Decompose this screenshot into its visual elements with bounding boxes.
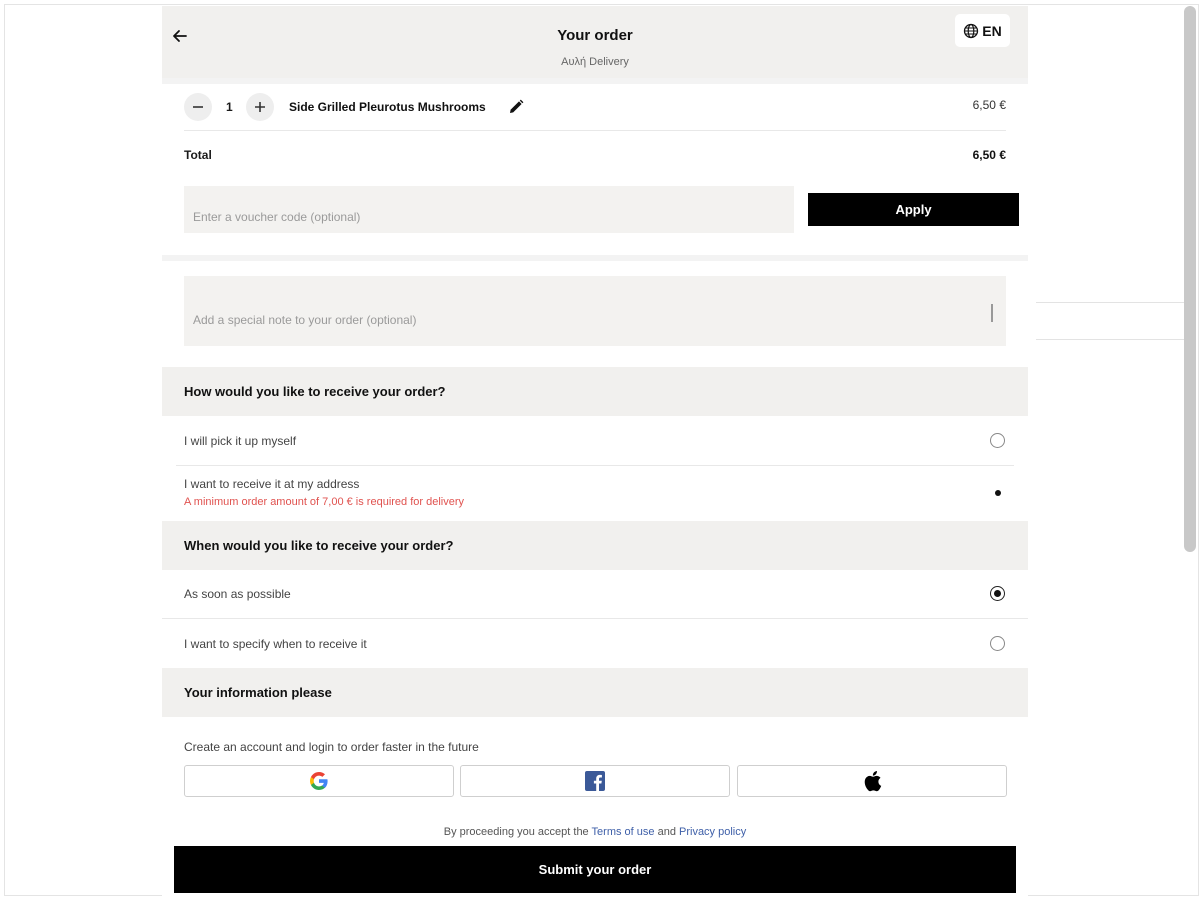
delivery-option-label[interactable]: I want to receive it at my address bbox=[184, 477, 360, 491]
google-icon bbox=[308, 770, 330, 792]
delivery-radio[interactable] bbox=[990, 485, 1005, 500]
language-button[interactable] bbox=[955, 14, 1010, 47]
asap-option-label[interactable]: As soon as possible bbox=[184, 587, 291, 601]
restaurant-name: Αυλή Delivery bbox=[561, 56, 629, 68]
textarea-scroll-indicator bbox=[991, 304, 993, 322]
page-title: Your order bbox=[557, 27, 633, 44]
facebook-icon bbox=[584, 770, 606, 792]
background-divider bbox=[1036, 302, 1184, 303]
google-login-button[interactable] bbox=[184, 765, 454, 797]
pickup-radio[interactable] bbox=[990, 433, 1005, 448]
item-name: Side Grilled Pleurotus Mushrooms bbox=[289, 100, 486, 114]
background-divider bbox=[1036, 339, 1184, 340]
create-account-text: Create an account and login to order faster in the future bbox=[184, 740, 479, 754]
privacy-policy-link[interactable]: Privacy policy bbox=[679, 826, 747, 838]
item-quantity: 1 bbox=[226, 100, 233, 114]
delivery-minimum-warning: A minimum order amount of 7,00 € is required for delivery bbox=[184, 496, 465, 508]
facebook-login-button[interactable] bbox=[460, 765, 730, 797]
receive-heading: How would you like to receive your order? bbox=[162, 367, 1028, 416]
decrease-quantity-button[interactable] bbox=[184, 93, 212, 121]
item-divider bbox=[184, 130, 1006, 131]
option-divider bbox=[162, 618, 1028, 619]
asap-radio[interactable] bbox=[990, 586, 1005, 601]
pickup-option-label[interactable]: I will pick it up myself bbox=[184, 434, 297, 448]
order-header bbox=[162, 6, 1028, 78]
edit-item-button[interactable] bbox=[507, 98, 525, 116]
terms-prefix: By proceeding you accept the bbox=[443, 826, 589, 838]
apple-icon bbox=[862, 770, 882, 792]
scrollbar[interactable] bbox=[1184, 6, 1196, 552]
globe-icon bbox=[963, 23, 979, 39]
apply-voucher-button[interactable]: Apply bbox=[808, 193, 1019, 226]
terms-notice bbox=[162, 826, 1028, 838]
pencil-icon bbox=[507, 98, 525, 116]
total-value: 6,50 € bbox=[972, 148, 1006, 162]
option-divider bbox=[176, 465, 1014, 466]
apple-login-button[interactable] bbox=[737, 765, 1007, 797]
plus-icon bbox=[253, 100, 267, 114]
schedule-radio[interactable] bbox=[990, 636, 1005, 651]
terms-and: and bbox=[657, 826, 676, 838]
order-note-input[interactable] bbox=[184, 276, 1006, 346]
item-price: 6,50 € bbox=[972, 98, 1006, 112]
spacer bbox=[162, 78, 1028, 84]
order-panel bbox=[162, 6, 1028, 900]
spacer bbox=[162, 255, 1028, 261]
minus-icon bbox=[191, 100, 205, 114]
info-heading: Your information please bbox=[162, 668, 1028, 717]
language-code: EN bbox=[982, 22, 1002, 39]
schedule-option-label[interactable]: I want to specify when to receive it bbox=[184, 637, 367, 651]
increase-quantity-button[interactable] bbox=[246, 93, 274, 121]
submit-order-button[interactable]: Submit your order bbox=[174, 846, 1016, 893]
terms-of-use-link[interactable]: Terms of use bbox=[591, 826, 655, 838]
timing-heading: When would you like to receive your order? bbox=[162, 521, 1028, 570]
total-label: Total bbox=[184, 148, 212, 162]
voucher-input[interactable] bbox=[184, 186, 794, 233]
